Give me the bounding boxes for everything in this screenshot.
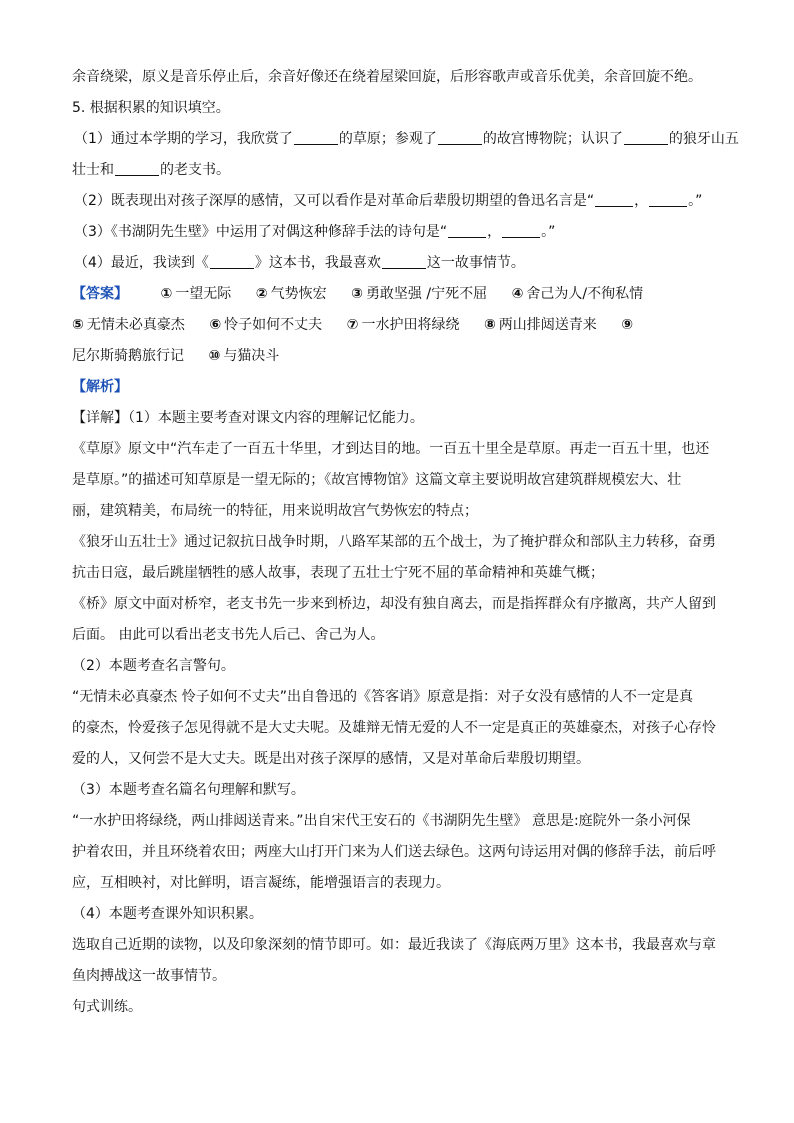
fill-blank <box>294 130 338 145</box>
analysis-line: 鱼肉搏战这一故事情节。 <box>72 968 226 984</box>
fill-blank <box>210 254 254 269</box>
analysis-line: 的豪杰，怜爱孩子怎见得就不是大丈夫呢。及雄辩无情无爱的人不一定是真正的英雄豪杰，对孩子心存怜 <box>72 720 716 736</box>
analysis-line: 丽，建筑精美，布局统一的特征，用来说明故宫气势恢宏的特点； <box>72 503 478 519</box>
text-line: 余音绕梁，原义是音乐停止后，余音好像还在绕着屋梁回旋，后形容歌声或音乐优美，余音回旋不绝。 <box>72 69 702 85</box>
answer-item: ① 一望无际 <box>160 286 232 302</box>
analysis-line: 《桥》原文中面对桥窄，老支书先一步来到桥边，却没有独自离去，而是指挥群众有序撤离，共产人留到 <box>72 596 716 612</box>
answer-item: ⑥ 怜子如何不丈夫 <box>209 317 323 333</box>
analysis-line: 《狼牙山五壮士》通过记叙抗日战争时期，八路军某部的五个战士，为了掩护群众和部队主力转移，奋勇 <box>72 534 716 550</box>
analysis-line: “无情未必真豪杰 怜子如何不丈夫”出自鲁迅的《答客诮》原意是指：对子女没有感情的人不一定是真 <box>72 689 693 705</box>
answer-item: ⑤ 无情未必真豪杰 <box>72 317 185 333</box>
analysis-line: 《草原》原文中“汽车走了一百五十华里，才到达目的地。一百五十里全是草原。再走一百五十里，也还 <box>72 441 710 457</box>
answer-item: ⑧ 两山排闼送青来 <box>483 317 597 333</box>
analysis-line: 后面。 由此可以看出老支书先人后己、舍己为人。 <box>72 627 385 643</box>
analysis-line: 爱的人，又何尝不是大丈夫。既是出对孩子深厚的感情，又是对革命后辈殷切期望。 <box>72 751 590 767</box>
answer-row-2 <box>72 310 732 341</box>
fill-blank <box>649 192 687 207</box>
fill-blank <box>382 254 426 269</box>
answer-item-text: 尼尔斯骑鹅旅行记 <box>72 348 184 364</box>
fill-blank <box>624 130 668 145</box>
document-page <box>72 62 739 1023</box>
analysis-tag-line <box>72 372 732 403</box>
analysis-line: 应，互相映衬，对比鲜明，语言凝练，能增强语言的表现力。 <box>72 875 450 891</box>
answer-row-1 <box>72 279 732 310</box>
analysis-tag: 【解析】 <box>72 379 128 395</box>
fill-blank <box>502 223 540 238</box>
answer-item: ④ 舍己为人/不徇私情 <box>511 286 644 302</box>
analysis-line: 【详解】（1）本题主要考查对课文内容的理解记忆能力。 <box>72 410 424 426</box>
question-1-line-2: 壮士和 的老支书。 <box>72 162 230 178</box>
answer-item: ② 气势恢宏 <box>255 286 327 302</box>
analysis-line: “一水护田将绿绕，两山排闼送青来。”出自宋代王安石的《书湖阴先生壁》 意思是:庭院外一条小河保 <box>72 813 691 829</box>
fill-blank <box>448 223 486 238</box>
fill-blank <box>438 130 482 145</box>
answer-item: ⑩ 与猫决斗 <box>208 348 280 364</box>
analysis-line: （4）本题考查课外知识积累。 <box>72 906 263 922</box>
fill-blank <box>115 161 159 176</box>
question-1-line-1: （1）通过本学期的学习，我欣赏了 的草原；参观了 的故宫博物院；认识了 的狼牙山五 <box>74 131 739 147</box>
answer-item: ⑨ <box>621 317 634 333</box>
fill-blank <box>595 192 633 207</box>
answer-item: ③ 勇敢坚强 /宁死不屈 <box>351 286 488 302</box>
answer-row-3 <box>72 341 732 372</box>
analysis-line: 句式训练。 <box>72 999 142 1015</box>
analysis-line: （3）本题考查名篇名句理解和默写。 <box>72 782 305 798</box>
question-4: （4）最近，我读到《 》这本书，我最喜欢 这一故事情节。 <box>74 255 525 271</box>
answer-item: ⑦ 一水护田将绿绕 <box>346 317 460 333</box>
analysis-line: 抗击日寇，最后跳崖牺牲的感人故事，表现了五壮士宁死不屈的革命精神和英雄气概； <box>72 565 604 581</box>
analysis-line: 是草原。”的描述可知草原是一望无际的；《故宫博物馆》这篇文章主要说明故宫建筑群规模宏大、壮 <box>72 472 682 488</box>
question-3: （3）《书湖阴先生壁》中运用了对偶这种修辞手法的诗句是“ ， 。” <box>74 224 556 240</box>
question-heading: 5. 根据积累的知识填空。 <box>72 100 230 116</box>
analysis-line: （2）本题考查名言警句。 <box>72 658 235 674</box>
analysis-line: 护着农田，并且环绕着农田；两座大山打开门来为人们送去绿色。这两句诗运用对偶的修辞手法，前后呼 <box>72 844 716 860</box>
question-2: （2）既表现出对孩子深厚的感情，又可以看作是对革命后辈殷切期望的鲁迅名言是“ ， 。” <box>74 193 703 209</box>
analysis-line: 选取自己近期的读物，以及印象深刻的情节即可。如：最近我读了《海底两万里》这本书，我最喜欢与章 <box>72 937 716 953</box>
answer-tag: 【答案】 <box>72 286 128 302</box>
